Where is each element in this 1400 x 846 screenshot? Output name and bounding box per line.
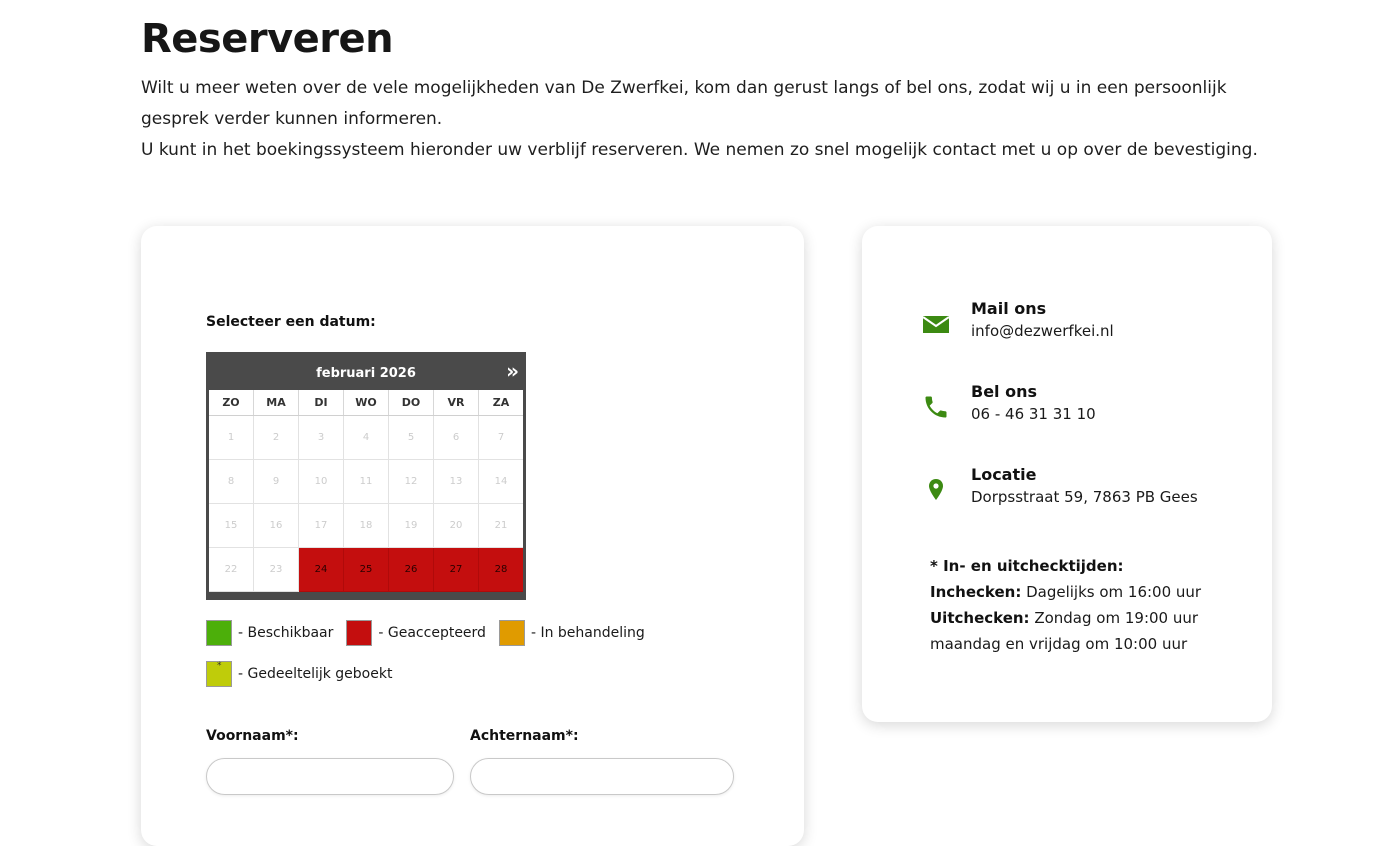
calendar-day-disabled: 8 [209, 460, 254, 504]
legend-pending-label: - In behandeling [530, 625, 645, 641]
map-pin-icon [922, 476, 950, 504]
calendar-day-disabled: 16 [254, 504, 299, 548]
contact-phone-text [971, 381, 1096, 425]
calendar-day-accepted[interactable]: 27 [434, 548, 479, 592]
checkout-extra: maandag en vrijdag om 10:00 uur [930, 635, 1188, 653]
location-title: Locatie [971, 465, 1037, 484]
legend-available-label: - Beschikbaar [238, 625, 334, 641]
calendar-day-disabled: 23 [254, 548, 299, 592]
booking-card [141, 226, 804, 846]
weekday-label: MA [254, 390, 299, 415]
legend-available [206, 620, 333, 646]
contact-mail-text [971, 298, 1114, 342]
times-heading: * In- en uitchecktijden: [930, 557, 1124, 575]
mail-address-link[interactable]: info@dezwerfkei.nl [971, 322, 1114, 340]
legend-accepted-label: - Geaccepteerd [378, 625, 486, 641]
legend-row [206, 620, 766, 646]
contact-card [862, 226, 1272, 722]
contact-location-text [971, 464, 1198, 508]
calendar-day-disabled: 12 [389, 460, 434, 504]
calendar-week-row [209, 460, 523, 504]
calendar-day-disabled: 21 [479, 504, 523, 548]
firstname-input[interactable] [206, 758, 454, 795]
date-label: Selecteer een datum: [206, 314, 376, 330]
legend-partial [206, 661, 392, 687]
next-month-button[interactable]: » [506, 359, 519, 383]
calendar-week-row [209, 416, 523, 460]
lastname-label: Achternaam*: [470, 728, 579, 744]
calendar-day-disabled: 20 [434, 504, 479, 548]
weekday-label: ZO [209, 390, 254, 415]
calendar-day-disabled: 2 [254, 416, 299, 460]
calendar-day-accepted[interactable]: 26 [389, 548, 434, 592]
mail-title: Mail ons [971, 299, 1047, 318]
weekday-header-row [209, 390, 523, 416]
legend-pending [499, 620, 645, 646]
lastname-input[interactable] [470, 758, 734, 795]
calendar-weeks [209, 416, 523, 592]
calendar-day-disabled: 1 [209, 416, 254, 460]
checkin-label: Inchecken: [930, 583, 1022, 601]
legend-row [206, 661, 766, 687]
calendar-day-disabled: 22 [209, 548, 254, 592]
calendar-day-disabled: 3 [299, 416, 344, 460]
phone-title: Bel ons [971, 382, 1038, 401]
calendar-day-disabled: 6 [434, 416, 479, 460]
phone-number-link[interactable]: 06 - 46 31 31 10 [971, 405, 1096, 423]
checkout-value: Zondag om 19:00 uur [1029, 609, 1199, 627]
calendar-day-disabled: 4 [344, 416, 389, 460]
calendar-day-disabled: 13 [434, 460, 479, 504]
calendar-week-row [209, 548, 523, 592]
partial-swatch [206, 661, 232, 687]
calendar-day-disabled: 9 [254, 460, 299, 504]
weekday-label: VR [434, 390, 479, 415]
calendar-week-row [209, 504, 523, 548]
calendar-day-disabled: 17 [299, 504, 344, 548]
weekday-label: WO [344, 390, 389, 415]
calendar-day-disabled: 19 [389, 504, 434, 548]
calendar-legend [206, 620, 766, 702]
accepted-swatch [346, 620, 372, 646]
envelope-icon [922, 310, 950, 338]
calendar [206, 352, 526, 600]
calendar-day-disabled: 11 [344, 460, 389, 504]
phone-icon [922, 393, 950, 421]
weekday-label: ZA [492, 396, 510, 409]
checkout-label: Uitchecken: [930, 609, 1030, 627]
calendar-header [209, 355, 523, 390]
calendar-day-disabled: 10 [299, 460, 344, 504]
calendar-day-disabled: 5 [389, 416, 434, 460]
calendar-grid [209, 390, 523, 592]
intro-paragraph-1: Wilt u meer weten over de vele mogelijkheden van De Zwerfkei, kom dan gerust langs of bel ons, zodat wij u in een persoonlijk gesprek verder kunnen informeren. [141, 78, 1227, 129]
calendar-day-accepted[interactable]: 25 [344, 548, 389, 592]
checkin-times [930, 553, 1201, 657]
weekday-label: DO [389, 390, 434, 415]
calendar-day-disabled: 7 [479, 416, 523, 460]
checkin-value: Dagelijks om 16:00 uur [1021, 583, 1202, 601]
page-title: Reserveren [141, 16, 394, 62]
pending-swatch [499, 620, 525, 646]
firstname-label: Voornaam*: [206, 728, 299, 744]
calendar-day-accepted[interactable]: 24 [299, 548, 344, 592]
legend-accepted [346, 620, 486, 646]
location-address: Dorpsstraat 59, 7863 PB Gees [971, 488, 1198, 506]
partial-mark: * [217, 661, 222, 671]
calendar-month-label: februari 2026 [316, 366, 416, 381]
intro-text [141, 73, 1281, 166]
calendar-day-disabled: 14 [479, 460, 523, 504]
calendar-day-disabled: 15 [209, 504, 254, 548]
calendar-day-disabled: 18 [344, 504, 389, 548]
legend-partial-label: - Gedeeltelijk geboekt [238, 666, 393, 682]
weekday-label: DI [299, 390, 344, 415]
available-swatch [206, 620, 232, 646]
intro-paragraph-2: U kunt in het boekingssysteem hieronder uw verblijf reserveren. We nemen zo snel mogelijk contact met u op over de bevestiging. [141, 140, 1258, 160]
calendar-day-accepted[interactable]: 28 [479, 548, 523, 592]
